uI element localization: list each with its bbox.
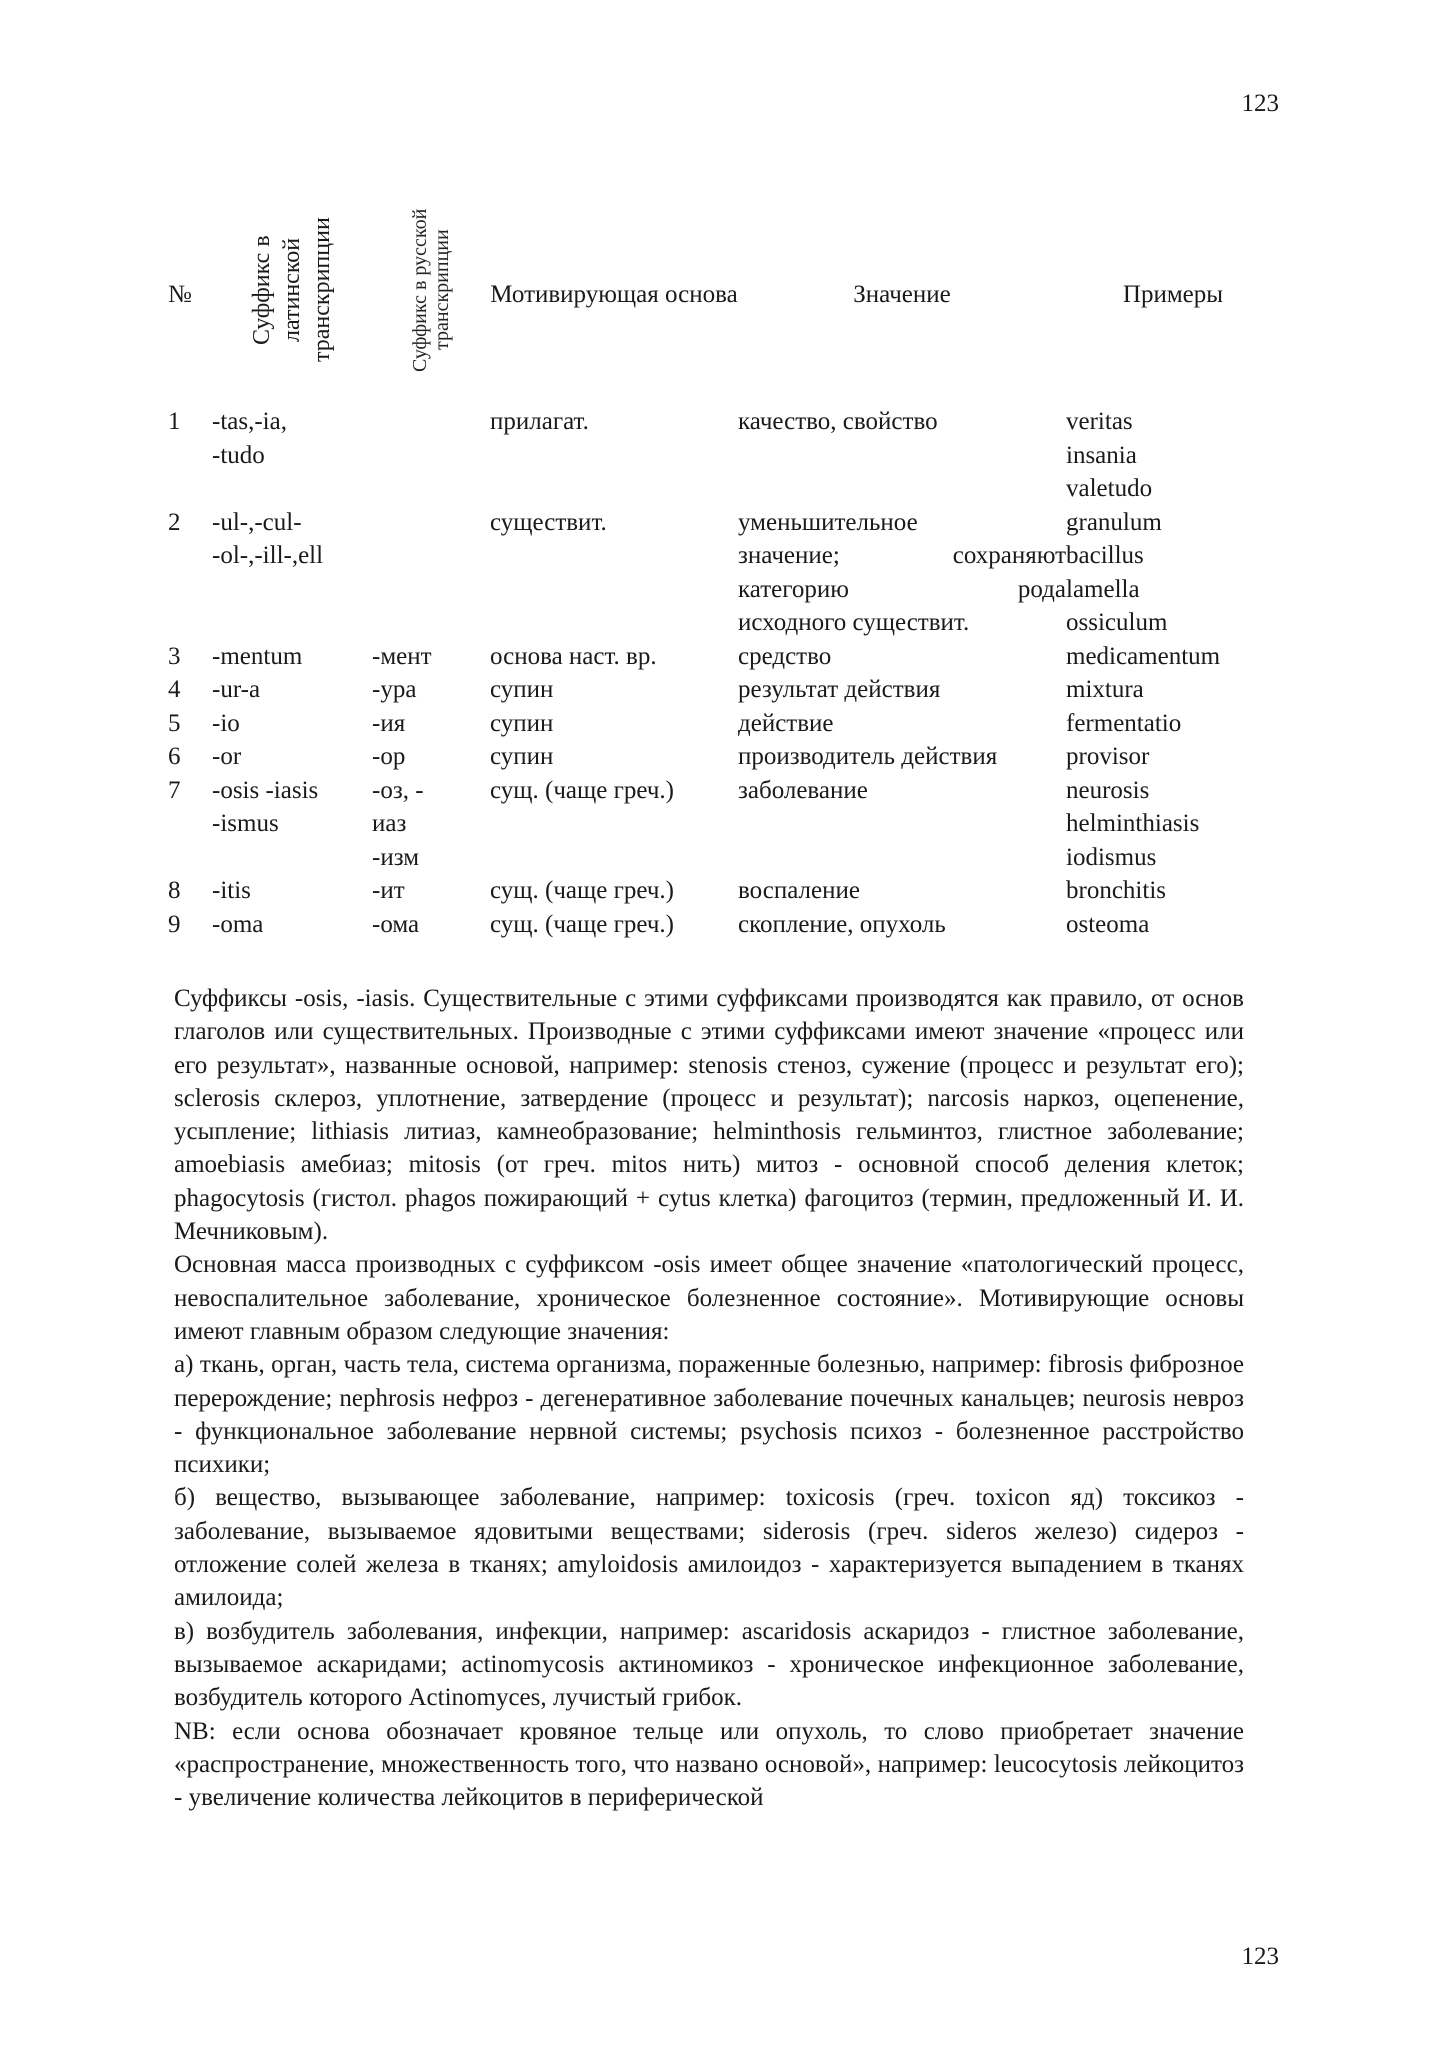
examples-line: bacillus (1066, 542, 1144, 569)
examples (1066, 640, 1280, 674)
paragraph: в) возбудитель заболевания, инфекции, например: ascaridosis аскаридоз - глистное заболевание, вызываемое аскаридами; actinomycosis актиномикоз - хроническое инфекционное заболевание, возбудитель которого Actinomyces, лучистый грибок. (174, 1617, 1244, 1712)
examples-line: fermentatio (1066, 709, 1182, 737)
russian-suffix-line: -мент (372, 642, 432, 670)
russian-suffix (372, 774, 490, 875)
table-body (168, 405, 1280, 941)
examples (1066, 405, 1280, 506)
table-row (168, 640, 1280, 674)
meaning (738, 405, 1066, 506)
meaning (738, 874, 1066, 908)
row-number: 9 (168, 910, 181, 938)
russian-suffix (372, 740, 490, 774)
latin-suffix-line: -io (212, 709, 240, 737)
meaning (738, 774, 1066, 875)
body-text (174, 982, 1244, 1814)
examples-line: provisor (1066, 743, 1150, 770)
header-number: № (168, 281, 192, 309)
russian-suffix (372, 640, 490, 674)
russian-suffix (372, 707, 490, 741)
meaning-line: производитель действия (738, 743, 998, 770)
meaning (738, 506, 1066, 640)
latin-suffix-line: -ul-,-cul- (212, 508, 302, 536)
examples-line: osteoma (1066, 910, 1150, 938)
examples-line: lamella (1066, 575, 1140, 603)
latin-suffix (212, 673, 372, 707)
latin-suffix (212, 707, 372, 741)
motivating-base: сущ. (чаще греч.) (490, 910, 674, 938)
motivating-base: супин (490, 709, 554, 737)
russian-suffix-line: -ит (372, 877, 405, 904)
examples (1066, 774, 1280, 875)
paragraph: Основная масса производных с суффиксом -osis имеет общее значение «патологический процесс, невоспалительное заболевание, хроническое болезненное состояние». Мотивирующие основы имеют главным образом следующие значения: (174, 1251, 1244, 1345)
examples-line: helminthiasis (1066, 810, 1200, 837)
table-header-row (168, 185, 1280, 405)
examples-line: granulum (1066, 508, 1162, 536)
russian-suffix-line: иаз (372, 810, 407, 837)
examples (1066, 740, 1280, 774)
meaning (738, 640, 1066, 674)
row-number: 6 (168, 743, 181, 770)
table-row (168, 506, 1280, 640)
row-number: 3 (168, 642, 181, 670)
latin-suffix (212, 908, 372, 942)
table-row (168, 874, 1280, 908)
motivating-base: супин (490, 743, 554, 770)
header-examples: Примеры (1122, 281, 1224, 309)
page-number-bottom: 123 (1241, 1943, 1279, 1970)
russian-suffix (372, 405, 490, 506)
russian-suffix (372, 506, 490, 640)
motivating-base: супин (490, 676, 554, 703)
meaning (738, 908, 1066, 942)
latin-suffix-line: -oma (212, 910, 264, 938)
examples (1066, 506, 1280, 640)
russian-suffix-line: -ия (372, 709, 406, 737)
examples-line: mixtura (1066, 676, 1144, 703)
motivating-base: сущ. (чаще греч.) (490, 877, 674, 904)
examples (1066, 908, 1280, 942)
latin-suffix-line: -osis -iasis (212, 776, 319, 804)
latin-suffix (212, 506, 372, 640)
latin-suffix (212, 874, 372, 908)
latin-suffix-line: -tudo (212, 441, 265, 469)
meaning-line: скопление, опухоль (738, 910, 946, 938)
examples (1066, 673, 1280, 707)
meaning-line: заболевание (738, 776, 868, 804)
latin-suffix (212, 640, 372, 674)
table-row (168, 908, 1280, 942)
meaning-line: качество, свойство (738, 408, 938, 435)
russian-suffix (372, 908, 490, 942)
table-row (168, 774, 1280, 875)
meaning-line: воспаление (738, 877, 860, 904)
row-number: 4 (168, 676, 181, 703)
latin-suffix-line: -mentum (212, 642, 303, 670)
examples (1066, 874, 1280, 908)
meaning (738, 673, 1066, 707)
suffix-table (168, 185, 1280, 941)
latin-suffix (212, 774, 372, 875)
examples-line: neurosis (1066, 776, 1150, 804)
russian-suffix-line: -оз, - (372, 776, 424, 804)
meaning-line: уменьшительное (738, 508, 918, 536)
paragraph: NB: если основа обозначает кровяное тельце или опухоль, то слово приобретает значение «распространение, множественность того, что названо основой», например: leucocytosis лейкоцитоз - увеличение количества лейкоцитов в периферической (174, 1717, 1244, 1812)
row-number: 7 (168, 776, 181, 804)
meaning-line: значение; сохраняют (738, 542, 1066, 569)
row-number: 1 (168, 408, 181, 435)
russian-suffix-line: -изм (372, 843, 420, 871)
meaning-line: результат действия (738, 676, 941, 703)
russian-suffix (372, 874, 490, 908)
page-number-top: 123 (1241, 90, 1279, 117)
header-russian-suffix: Суффикс в русской транскрипции (409, 208, 453, 372)
latin-suffix-line: -ol-,-ill-,ell (212, 542, 324, 569)
row-number: 5 (168, 709, 181, 737)
paragraph: а) ткань, орган, часть тела, система организма, пораженные болезнью, например: fibrosis фиброзное перерождение; nephrosis нефроз - дегенеративное заболевание почечных канальцев; neurosis невроз - функциональное заболевание нервной системы; psychosis психоз - болезненное расстройство психики; (174, 1351, 1244, 1479)
paragraph: б) вещество, вызывающее заболевание, например: toxicosis (греч. toxicon яд) токсикоз - заболевание, вызываемое ядовитыми веществами; siderosis (греч. sideros железо) сидероз - отложение солей железа в тканях; amyloidosis амилоидоз - характеризуется выпадением в тканях амилоида; (174, 1484, 1244, 1612)
examples-line: medicamentum (1066, 642, 1221, 670)
latin-suffix-line: -tas,-ia, (212, 408, 287, 435)
row-number: 2 (168, 508, 181, 536)
examples (1066, 707, 1280, 741)
header-motivating-base: Мотивирующая основа (490, 281, 738, 309)
examples-line: veritas (1066, 408, 1133, 435)
russian-suffix-line: -ура (372, 676, 417, 703)
table-row (168, 740, 1280, 774)
examples-line: bronchitis (1066, 877, 1166, 904)
examples-line: iodismus (1066, 843, 1157, 871)
meaning-line: исходного существит. (738, 609, 970, 636)
russian-suffix-line: -ор (372, 743, 406, 770)
latin-suffix (212, 405, 372, 506)
motivating-base: прилагат. (490, 408, 589, 435)
motivating-base: основа наст. вр. (490, 642, 657, 670)
paragraph: Суффиксы -osis, -iasis. Существительные с этими суффиксами производятся как правило, от основ глаголов или существительных. Производные с этими суффиксами имеют значение «процесс или его результат», названные основой, например: stenosis стеноз, сужение (процесс и результат его); sclerosis склероз, уплотнение, затвердение (процесс и результат); narcosis наркоз, оцепенение, усыпление; lithiasis литиаз, камнеобразование; helminthosis гельминтоз, глистное заболевание; amoebiasis амебиаз; mitosis (от греч. mitos нить) митоз - основной способ деления клеток; phagocytosis (гистол. phagos пожирающий + cytus клетка) фагоцитоз (термин, предложенный И. И. Мечниковым). (174, 985, 1244, 1246)
latin-suffix-line: -ismus (212, 810, 279, 837)
examples-line: ossiculum (1066, 609, 1168, 636)
row-number: 8 (168, 877, 181, 904)
latin-suffix-line: -ur-a (212, 676, 261, 703)
table-row (168, 405, 1280, 506)
russian-suffix (372, 673, 490, 707)
table-row (168, 673, 1280, 707)
motivating-base: сущ. (чаще греч.) (490, 776, 674, 804)
meaning (738, 707, 1066, 741)
motivating-base: существит. (490, 508, 607, 536)
russian-suffix-line: -ома (372, 910, 420, 938)
latin-suffix-line: -or (212, 743, 242, 770)
header-meaning: Значение (853, 281, 951, 309)
table-row (168, 707, 1280, 741)
examples-line: insania (1066, 441, 1137, 469)
meaning-line: средство (738, 642, 832, 670)
meaning-line: действие (738, 709, 834, 737)
examples-line: valetudo (1066, 475, 1153, 502)
meaning (738, 740, 1066, 774)
header-latin-suffix: Суффикс в латинской транскрипции (249, 217, 335, 363)
latin-suffix-line: -itis (212, 877, 251, 904)
latin-suffix (212, 740, 372, 774)
meaning-line: категорию рода (738, 575, 1066, 603)
